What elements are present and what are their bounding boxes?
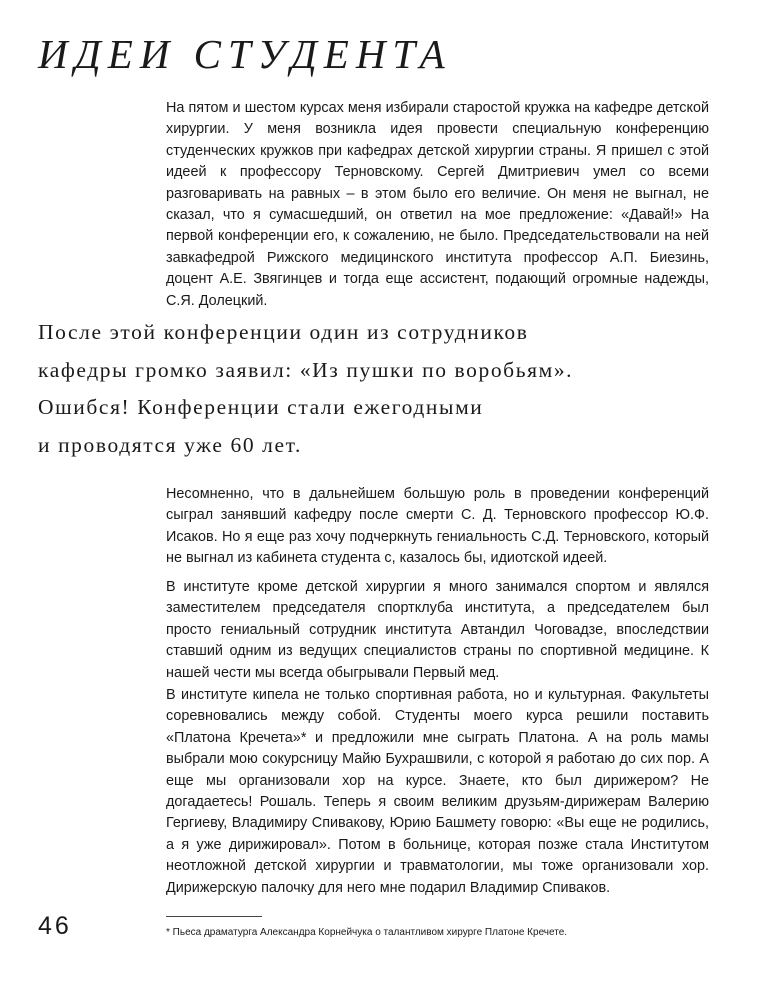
body-paragraph-4: В институте кипела не только спортивная работа, но и культурная. Факультеты соревновались между собой. Студенты моего курса решили поставить «Платона Кречета»* и предложили мне сыграть Платона. А на роль мамы выбрали мою сокурсницу Майю Бухрашвили, с которой я работаю до сих пор. А еще мы организовали хор на курсе. Знаете, кто был дирижером? Не догадаетесь! Рошаль. Теперь я своим великим друзьям-дирижерам Валерию Гергиеву, Владимиру Спивакову, Юрию Башмету говорю: «Вы еще не родились, а я уже дирижировал». Потом в больнице, которая позже стала Институтом неотложной детской хирургии и травматологии, мы тоже организовали хор. Дирижерскую палочку для него мне подарил Владимир Спиваков.	[166, 687, 709, 896]
page-title: ИДЕИ СТУДЕНТА	[38, 31, 452, 77]
pull-quote-line-4: и проводятся уже 60 лет.	[38, 432, 302, 457]
pull-quote-line-1: После этой конференции один из сотрудников	[38, 320, 529, 344]
body-paragraph-1: На пятом и шестом курсах меня избирали старостой кружка на кафедре детской хирургии. У меня возникла идея провести специальную конференцию студенческих кружков при кафедрах детской хирургии страны. Я пришел с этой идеей к профессору Терновскому. Сергей Дмитриевич умел со всеми разговаривать на равных – в этом было его величие. Он меня не выгнал, не сказал, что я сумасшедший, он ответил на мое предложение: «Давай!» На первой конференции его, к сожалению, не было. Председательствовали на ней завкафедрой Рижского медицинского института профессор А.П. Биезинь, доцент А.Е. Звягинцев и тогда еще ассистент, подающий огромные надежды, С.Я. Долецкий.	[166, 100, 709, 309]
footnote: * Пьеса драматурга Александра Корнейчука о талантливом хирурге Платоне Кречете.	[166, 927, 568, 938]
footnote-divider	[166, 916, 262, 917]
pull-quote-line-3: Ошибся! Конференции стали ежегодными	[38, 395, 484, 419]
body-paragraph-2: Несомненно, что в дальнейшем большую роль в проведении конференций сыграл занявший кафедру после смерти С. Д. Терновского профессор Ю.Ф. Исаков. Но я еще раз хочу подчеркнуть гениальность С.Д. Терновского, который не выгнал из кабинета студента с, казалось бы, идиотской идеей.	[166, 486, 709, 567]
pull-quote	[38, 314, 573, 464]
body-paragraph-3: В институте кроме детской хирургии я много занимался спортом и являлся заместителем председателя спортклуба института, а председателем был просто гениальный сотрудник института Автандил Чоговадзе, впоследствии ставший одним из ведущих специалистов страны по спортивной медицине. К нашей чести мы всегда обыгрывали Первый мед.	[166, 579, 709, 681]
page-number: 46	[38, 912, 72, 940]
pull-quote-line-2: кафедры громко заявил: «Из пушки по воробьям».	[38, 357, 574, 382]
